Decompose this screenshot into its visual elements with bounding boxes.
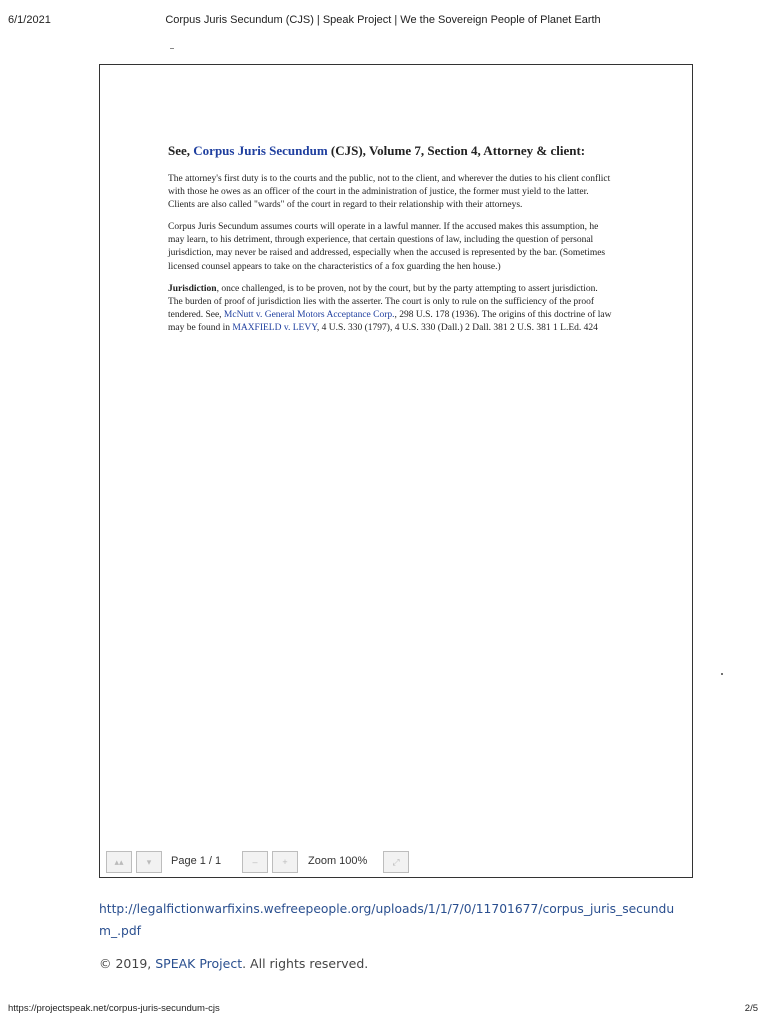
- fullscreen-button[interactable]: ⤢: [383, 851, 409, 873]
- maxfield-case-link[interactable]: MAXFIELD v. LEVY: [232, 322, 317, 333]
- pdf-source-link[interactable]: http://legalfictionwarfixins.wefreepeople.org/uploads/1/1/7/0/11701677/corpus_juris_secundum_.pdf: [99, 902, 675, 938]
- previous-page-button[interactable]: ▴▴: [106, 851, 132, 873]
- zoom-indicator: Zoom 100%: [308, 855, 368, 867]
- document-heading: [168, 143, 612, 159]
- jurisdiction-term: Jurisdiction: [168, 283, 217, 294]
- zoom-in-button[interactable]: +: [272, 851, 298, 873]
- copyright-notice: [99, 956, 368, 971]
- print-url: https://projectspeak.net/corpus-juris-secundum-cjs: [8, 1003, 220, 1014]
- page-indicator: Page 1 / 1: [171, 855, 222, 867]
- scan-mark: [170, 48, 174, 49]
- print-page-title: Corpus Juris Secundum (CJS) | Speak Project | We the Sovereign People of Planet Earth: [165, 14, 601, 26]
- paragraph-attorney-duty: The attorney's first duty is to the courts and the public, not to the client, and wherever the duties to his client conflict with those he owes as an officer of the court in the administration of justice, the former must yield to the latter. Clients are also called "wards" of the court in regard to their relationship with their attorneys.: [168, 174, 611, 211]
- paragraph-jurisdiction: [168, 283, 612, 335]
- pdf-viewer-toolbar: [100, 839, 692, 877]
- next-page-button[interactable]: ▾: [136, 851, 162, 873]
- jurisdiction-text-c: , 4 U.S. 330 (1797), 4 U.S. 330 (Dall.) 2 Dall. 381 2 U.S. 381 1 L.Ed. 424: [316, 322, 598, 333]
- mcnutt-case-link[interactable]: McNutt v. General Motors Acceptance Corp.: [223, 309, 395, 320]
- pdf-viewer[interactable]: [99, 64, 693, 878]
- jurisdiction-text-a: , once challenged, is to be proven, not by the court, but by the party attempting to assert jurisdiction. The burden of proof of jurisdiction lies with the asserter. The court is only to rule on the sufficiency of the proof tendered. See,: [168, 283, 598, 320]
- pdf-document-page: [168, 143, 612, 344]
- copyright-prefix: © 2019,: [99, 956, 156, 971]
- zoom-out-button[interactable]: –: [242, 851, 268, 873]
- paragraph-lawful-manner: Corpus Juris Secundum assumes courts will operate in a lawful manner. If the accused makes this assumption, he may learn, to his detriment, through experience, that certain questions of law, including the question of personal jurisdiction, may never be raised and addressed, especially when the accused is represented by the bar. (Sometimes licensed counsel appears to take on the characteristics of a fox guarding the hen house.): [168, 222, 606, 272]
- scan-dot: [721, 673, 723, 675]
- heading-prefix: See,: [168, 143, 194, 158]
- print-footer: [8, 1003, 758, 1017]
- copyright-suffix: . All rights reserved.: [242, 956, 369, 971]
- corpus-juris-link[interactable]: Corpus Juris Secundum: [193, 143, 328, 158]
- jurisdiction-text-b: , 298 U.S. 178 (1936). The origins of this doctrine of law may be found in: [168, 309, 612, 333]
- print-date: 6/1/2021: [8, 14, 51, 26]
- print-page-number: 2/5: [744, 1003, 758, 1014]
- heading-rest: (CJS), Volume 7, Section 4, Attorney & client:: [327, 143, 586, 158]
- print-header: [8, 14, 758, 30]
- speak-project-link[interactable]: SPEAK Project: [155, 956, 243, 971]
